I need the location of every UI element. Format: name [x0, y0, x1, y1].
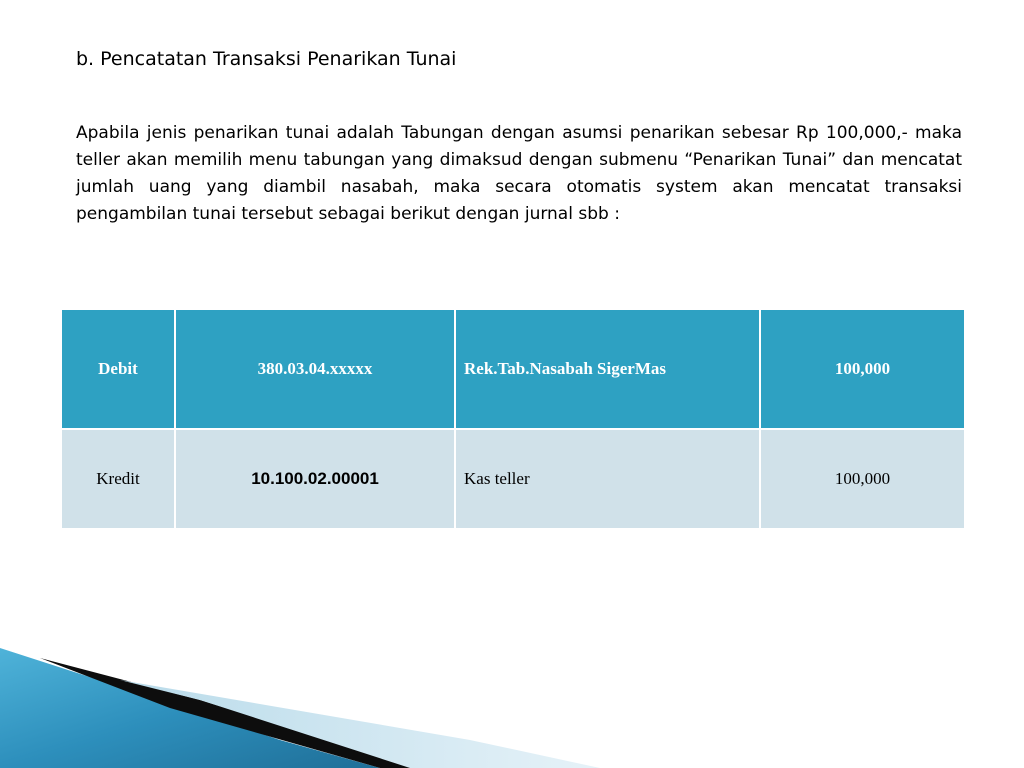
cell-account: 380.03.04.xxxxx: [175, 309, 455, 429]
cell-type: Debit: [61, 309, 175, 429]
cell-type: Kredit: [61, 429, 175, 529]
cell-amount: 100,000: [760, 309, 965, 429]
cell-description: Rek.Tab.Nasabah SigerMas: [455, 309, 760, 429]
cell-amount: 100,000: [760, 429, 965, 529]
section-heading: b. Pencatatan Transaksi Penarikan Tunai: [76, 48, 457, 70]
cell-description: Kas teller: [455, 429, 760, 529]
body-paragraph: Apabila jenis penarikan tunai adalah Tabungan dengan asumsi penarikan sebesar Rp 100,000,- maka teller akan memilih menu tabungan yang dimaksud dengan submenu “Penarikan Tunai” dan mencatat jumlah uang yang diambil nasabah, maka secara otomatis system akan mencatat transaksi pengambilan tunai tersebut sebagai berikut dengan jurnal sbb :: [76, 123, 962, 224]
cell-account: 10.100.02.00001: [175, 429, 455, 529]
